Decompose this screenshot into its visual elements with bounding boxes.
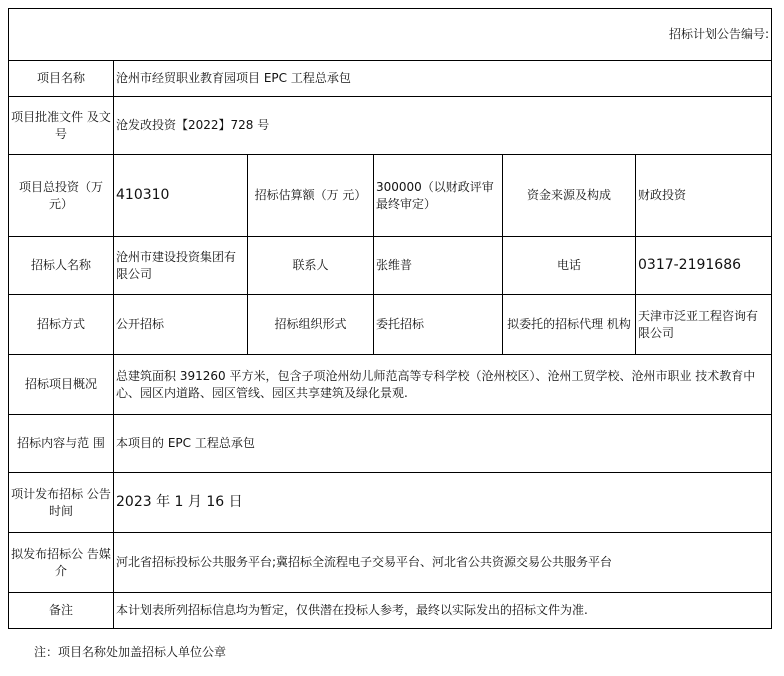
contact-value: 张维普 <box>374 237 503 295</box>
remarks-label: 备注 <box>9 593 114 629</box>
scope-value: 本项目的 EPC 工程总承包 <box>114 415 772 473</box>
agency-value: 天津市泛亚工程咨询有限公司 <box>636 295 772 355</box>
contact-label: 联系人 <box>248 237 374 295</box>
scope-label: 招标内容与范 围 <box>9 415 114 473</box>
publish-time-label: 项计发布招标 公告时间 <box>9 473 114 533</box>
org-form-value: 委托招标 <box>374 295 503 355</box>
agency-label: 拟委托的招标代理 机构 <box>503 295 636 355</box>
phone-value: 0317-2191686 <box>636 237 772 295</box>
funding-value: 财政投资 <box>636 155 772 237</box>
approval-label: 项目批准文件 及文号 <box>9 97 114 155</box>
org-form-label: 招标组织形式 <box>248 295 374 355</box>
tenderer-label: 招标人名称 <box>9 237 114 295</box>
investment-value: 410310 <box>114 155 248 237</box>
tenderer-value: 沧州市建设投资集团有限公司 <box>114 237 248 295</box>
media-value: 河北省招标投标公共服务平台;冀招标全流程电子交易平台、河北省公共资源交易公共服务平台 <box>114 533 772 593</box>
tender-plan-table <box>8 8 772 629</box>
media-label: 拟发布招标公 告媒介 <box>9 533 114 593</box>
notice-number-label: 招标计划公告编号: <box>669 27 770 41</box>
overview-value: 总建筑面积 391260 平方米，包含子项沧州幼儿师范高等专科学校（沧州校区）、沧州工贸学校、沧州市职业 技术教育中心、园区内道路、园区管线、园区共享建筑及绿化景观. <box>114 355 772 415</box>
estimate-value: 300000（以财政评审最终审定） <box>374 155 503 237</box>
publish-time-value: 2023 年 1 月 16 日 <box>114 473 772 533</box>
method-label: 招标方式 <box>9 295 114 355</box>
method-value: 公开招标 <box>114 295 248 355</box>
estimate-label: 招标估算额（万 元） <box>248 155 374 237</box>
footnote: 注：项目名称处加盖招标人单位公章 <box>34 645 227 659</box>
phone-label: 电话 <box>503 237 636 295</box>
project-name-value: 沧州市经贸职业教育园项目 EPC 工程总承包 <box>114 61 772 97</box>
approval-value: 沧发改投资【2022】728 号 <box>114 97 772 155</box>
investment-label: 项目总投资（万元） <box>9 155 114 237</box>
project-name-label: 项目名称 <box>9 61 114 97</box>
notice-number-row <box>9 9 772 61</box>
remarks-value: 本计划表所列招标信息均为暂定，仅供潜在投标人参考，最终以实际发出的招标文件为准. <box>114 593 772 629</box>
overview-label: 招标项目概况 <box>9 355 114 415</box>
funding-label: 资金来源及构成 <box>503 155 636 237</box>
